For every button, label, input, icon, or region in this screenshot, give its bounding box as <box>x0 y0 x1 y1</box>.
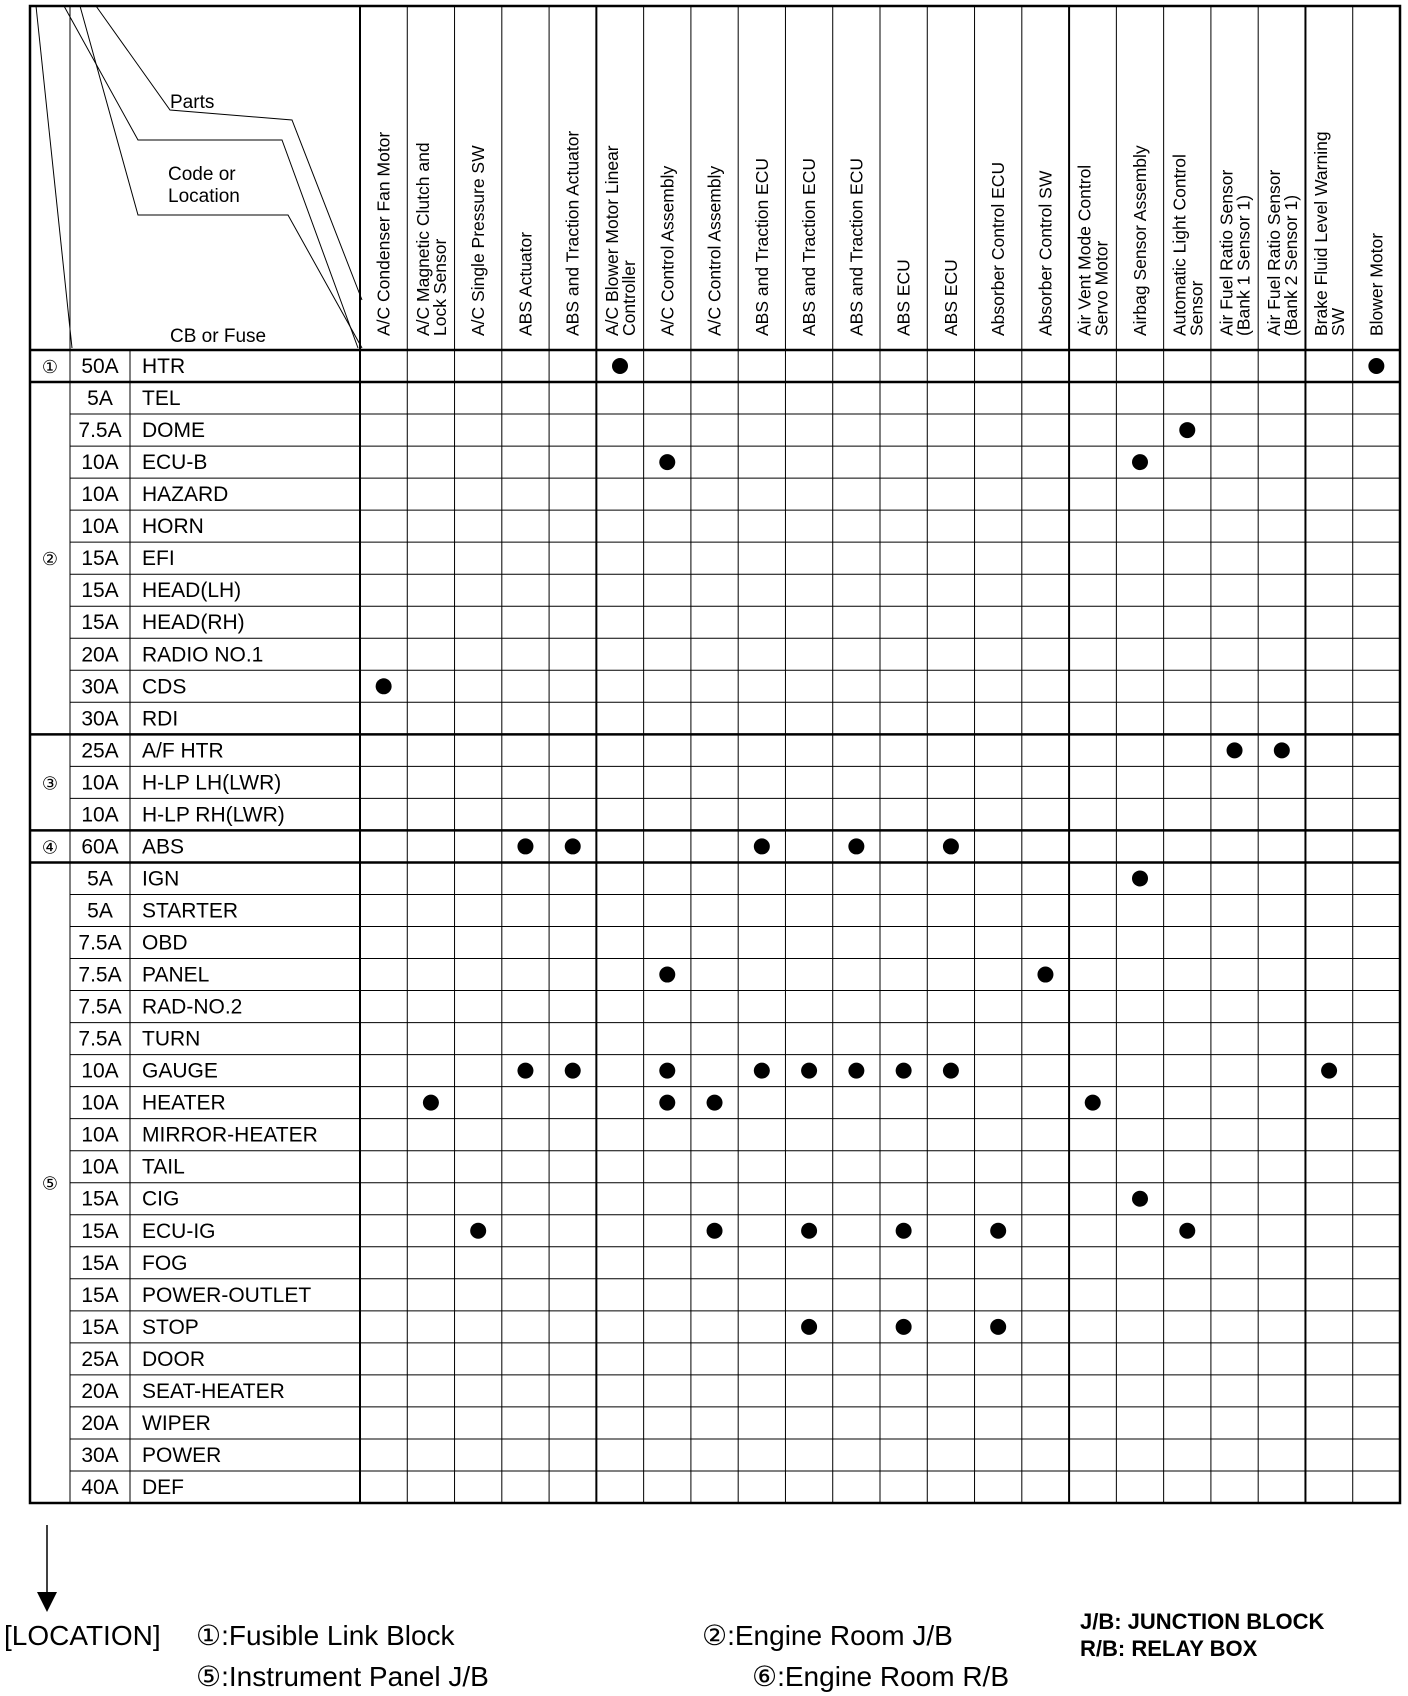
row-fuse-name: DOME <box>142 419 205 443</box>
header-diagonal-1 <box>36 6 72 348</box>
connection-dot <box>376 678 392 694</box>
row-amp: 15A <box>81 579 119 603</box>
row-fuse-name: CDS <box>142 675 187 699</box>
column-header-part: A/C Control Assembly <box>704 165 725 336</box>
row-fuse-name: POWER <box>142 1443 222 1467</box>
connection-dot <box>1179 1223 1195 1239</box>
column-header-part: Air Fuel Ratio Sensor <box>1263 169 1284 336</box>
column-header-part: Airbag Sensor Assembly <box>1130 145 1150 336</box>
header-diagonal-4 <box>96 6 362 300</box>
connection-dot <box>1368 358 1384 374</box>
connection-dot <box>1227 742 1243 758</box>
legend-engine-room-jb: ②:Engine Room J/B <box>702 1620 953 1651</box>
parts-label: Parts <box>170 92 215 113</box>
connection-dot <box>1321 1063 1337 1079</box>
row-fuse-name: HORN <box>142 515 204 539</box>
row-fuse-name: ABS <box>142 835 185 859</box>
column-header-part: Absorber Control ECU <box>988 161 1009 336</box>
connection-dot <box>1132 870 1148 886</box>
column-header-part: Brake Fluid Level Warning <box>1311 131 1332 336</box>
row-amp: 7.5A <box>78 419 122 443</box>
connection-dot <box>1037 967 1053 983</box>
row-amp: 7.5A <box>78 1027 122 1051</box>
column-header-part: Controller <box>619 260 639 336</box>
row-amp: 30A <box>81 675 119 699</box>
connection-dot <box>423 1095 439 1111</box>
column-header-part: A/C Magnetic Clutch and <box>412 142 433 336</box>
row-fuse-name: RDI <box>142 707 179 731</box>
connection-dot <box>848 1063 864 1079</box>
connection-dot <box>943 1063 959 1079</box>
row-fuse-name: GAUGE <box>142 1059 218 1083</box>
abbr-relay-box: R/B: RELAY BOX <box>1080 1636 1258 1661</box>
row-fuse-name: H-LP LH(LWR) <box>142 771 282 795</box>
row-fuse-name: TEL <box>142 387 181 411</box>
connection-dot <box>659 967 675 983</box>
column-header-part: (Bank 1 Sensor 1) <box>1233 194 1254 336</box>
row-amp: 20A <box>81 1411 119 1435</box>
code-label-line2: Location <box>168 186 240 207</box>
row-fuse-name: HTR <box>142 355 186 379</box>
connection-dot <box>1179 422 1195 438</box>
row-fuse-name: ECU-B <box>142 451 208 475</box>
row-fuse-name: A/F HTR <box>142 739 224 763</box>
connection-dot <box>801 1063 817 1079</box>
row-amp: 7.5A <box>78 995 122 1019</box>
row-fuse-name: DEF <box>142 1475 184 1499</box>
row-amp: 25A <box>81 739 119 763</box>
column-header-part: A/C Condenser Fan Motor <box>373 131 394 336</box>
column-header-part: A/C Blower Motor Linear <box>602 145 622 336</box>
connection-dot <box>754 838 770 854</box>
row-amp: 10A <box>81 1123 119 1147</box>
row-fuse-name: ECU-IG <box>142 1219 216 1243</box>
row-amp: 15A <box>81 1315 119 1339</box>
row-amp: 10A <box>81 1059 119 1083</box>
row-fuse-name: HEATER <box>142 1091 226 1115</box>
connection-dot <box>801 1223 817 1239</box>
column-header-part: Absorber Control SW <box>1035 170 1056 336</box>
connection-dot <box>612 358 628 374</box>
legend-engine-room-rb: ⑥:Engine Room R/B <box>752 1661 1009 1692</box>
connection-dot <box>896 1063 912 1079</box>
connection-dot <box>943 838 959 854</box>
row-fuse-name: RAD-NO.2 <box>142 995 243 1019</box>
connection-dot <box>565 838 581 854</box>
connection-dot <box>990 1319 1006 1335</box>
group-location-label: ⑤ <box>41 1173 59 1194</box>
row-fuse-name: STARTER <box>142 899 239 923</box>
column-header-part: Air Vent Mode Control <box>1074 164 1095 336</box>
row-amp: 30A <box>81 1443 119 1467</box>
connection-dot <box>896 1223 912 1239</box>
row-amp: 20A <box>81 1379 119 1403</box>
column-header-part: Blower Motor <box>1366 232 1387 336</box>
row-fuse-name: RADIO NO.1 <box>142 643 264 667</box>
group-location-label: ④ <box>41 837 59 858</box>
row-amp: 50A <box>81 355 119 379</box>
column-header-part: Lock Sensor <box>429 238 450 336</box>
fuse-label: CB or Fuse <box>170 326 267 347</box>
column-header-part: A/C Control Assembly <box>657 165 678 336</box>
column-header-part: ABS Actuator <box>515 231 536 336</box>
abbr-junction-block: J/B: JUNCTION BLOCK <box>1080 1609 1325 1634</box>
connection-dot <box>848 838 864 854</box>
row-amp: 15A <box>81 1187 119 1211</box>
row-fuse-name: PANEL <box>142 963 210 987</box>
arrow-down-icon <box>37 1592 57 1612</box>
row-amp: 15A <box>81 547 119 571</box>
row-fuse-name: HEAD(RH) <box>142 611 245 635</box>
column-header-part: ABS and Traction Actuator <box>562 130 583 336</box>
column-header-part: Air Fuel Ratio Sensor <box>1216 169 1237 336</box>
location-label: [LOCATION] <box>4 1620 161 1651</box>
row-amp: 40A <box>81 1475 119 1499</box>
row-fuse-name: CIG <box>142 1187 180 1211</box>
row-amp: 20A <box>81 643 119 667</box>
row-fuse-name: STOP <box>142 1315 199 1339</box>
row-fuse-name: H-LP RH(LWR) <box>142 803 285 827</box>
column-header-part: Sensor <box>1186 280 1207 336</box>
row-fuse-name: DOOR <box>142 1347 205 1371</box>
row-fuse-name: TAIL <box>142 1155 185 1179</box>
row-amp: 5A <box>87 867 113 891</box>
row-amp: 7.5A <box>78 963 122 987</box>
row-amp: 5A <box>87 387 113 411</box>
code-label-line1: Code or <box>168 164 236 185</box>
row-amp: 10A <box>81 803 119 827</box>
row-fuse-name: IGN <box>142 867 180 891</box>
row-amp: 30A <box>81 707 119 731</box>
row-amp: 15A <box>81 1251 119 1275</box>
row-fuse-name: EFI <box>142 547 175 571</box>
connection-dot <box>1132 1191 1148 1207</box>
column-header-part: (Bank 2 Sensor 1) <box>1280 194 1301 336</box>
column-header-part: Servo Motor <box>1091 240 1112 336</box>
column-header-part: ABS and Traction ECU <box>751 158 772 336</box>
connection-dot <box>896 1319 912 1335</box>
group-location-label: ② <box>41 549 59 570</box>
column-header-part: ABS and Traction ECU <box>799 158 820 336</box>
connection-dot <box>1085 1095 1101 1111</box>
connection-dot <box>1132 454 1148 470</box>
column-header-part: SW <box>1328 307 1349 336</box>
legend-instrument-panel-jb: ⑤:Instrument Panel J/B <box>196 1661 489 1692</box>
connection-dot <box>470 1223 486 1239</box>
row-amp: 10A <box>81 771 119 795</box>
row-amp: 15A <box>81 1283 119 1307</box>
row-amp: 7.5A <box>78 931 122 955</box>
connection-dot <box>659 1095 675 1111</box>
connection-dot <box>707 1095 723 1111</box>
connection-dot <box>565 1063 581 1079</box>
column-header-part: ABS ECU <box>940 259 961 336</box>
connection-dot <box>1274 742 1290 758</box>
row-fuse-name: HEAD(LH) <box>142 579 242 603</box>
row-fuse-name: POWER-OUTLET <box>142 1283 312 1307</box>
column-header-part: ABS ECU <box>893 259 914 336</box>
legend-fusible-link-block: ①:Fusible Link Block <box>196 1620 455 1651</box>
row-amp: 10A <box>81 1091 119 1115</box>
row-fuse-name: WIPER <box>142 1411 211 1435</box>
row-fuse-name: TURN <box>142 1027 201 1051</box>
connection-dot <box>659 1063 675 1079</box>
column-header-part: Automatic Light Control <box>1169 154 1190 336</box>
connection-dot <box>517 1063 533 1079</box>
connection-dot <box>754 1063 770 1079</box>
connection-dot <box>707 1223 723 1239</box>
group-location-label: ③ <box>41 773 59 794</box>
group-location-label: ① <box>41 357 59 378</box>
row-amp: 60A <box>81 835 119 859</box>
row-amp: 5A <box>87 899 113 923</box>
row-fuse-name: HAZARD <box>142 483 229 507</box>
column-header-part: A/C Single Pressure SW <box>468 145 489 336</box>
row-amp: 10A <box>81 451 119 475</box>
row-fuse-name: SEAT-HEATER <box>142 1379 285 1403</box>
row-fuse-name: FOG <box>142 1251 188 1275</box>
row-amp: 25A <box>81 1347 119 1371</box>
row-amp: 15A <box>81 611 119 635</box>
connection-dot <box>659 454 675 470</box>
connection-dot <box>801 1319 817 1335</box>
row-fuse-name: OBD <box>142 931 188 955</box>
row-amp: 10A <box>81 483 119 507</box>
row-fuse-name: MIRROR-HEATER <box>142 1123 318 1147</box>
row-amp: 10A <box>81 515 119 539</box>
connection-dot <box>517 838 533 854</box>
connection-dot <box>990 1223 1006 1239</box>
row-amp: 15A <box>81 1219 119 1243</box>
column-header-part: ABS and Traction ECU <box>846 158 867 336</box>
row-amp: 10A <box>81 1155 119 1179</box>
